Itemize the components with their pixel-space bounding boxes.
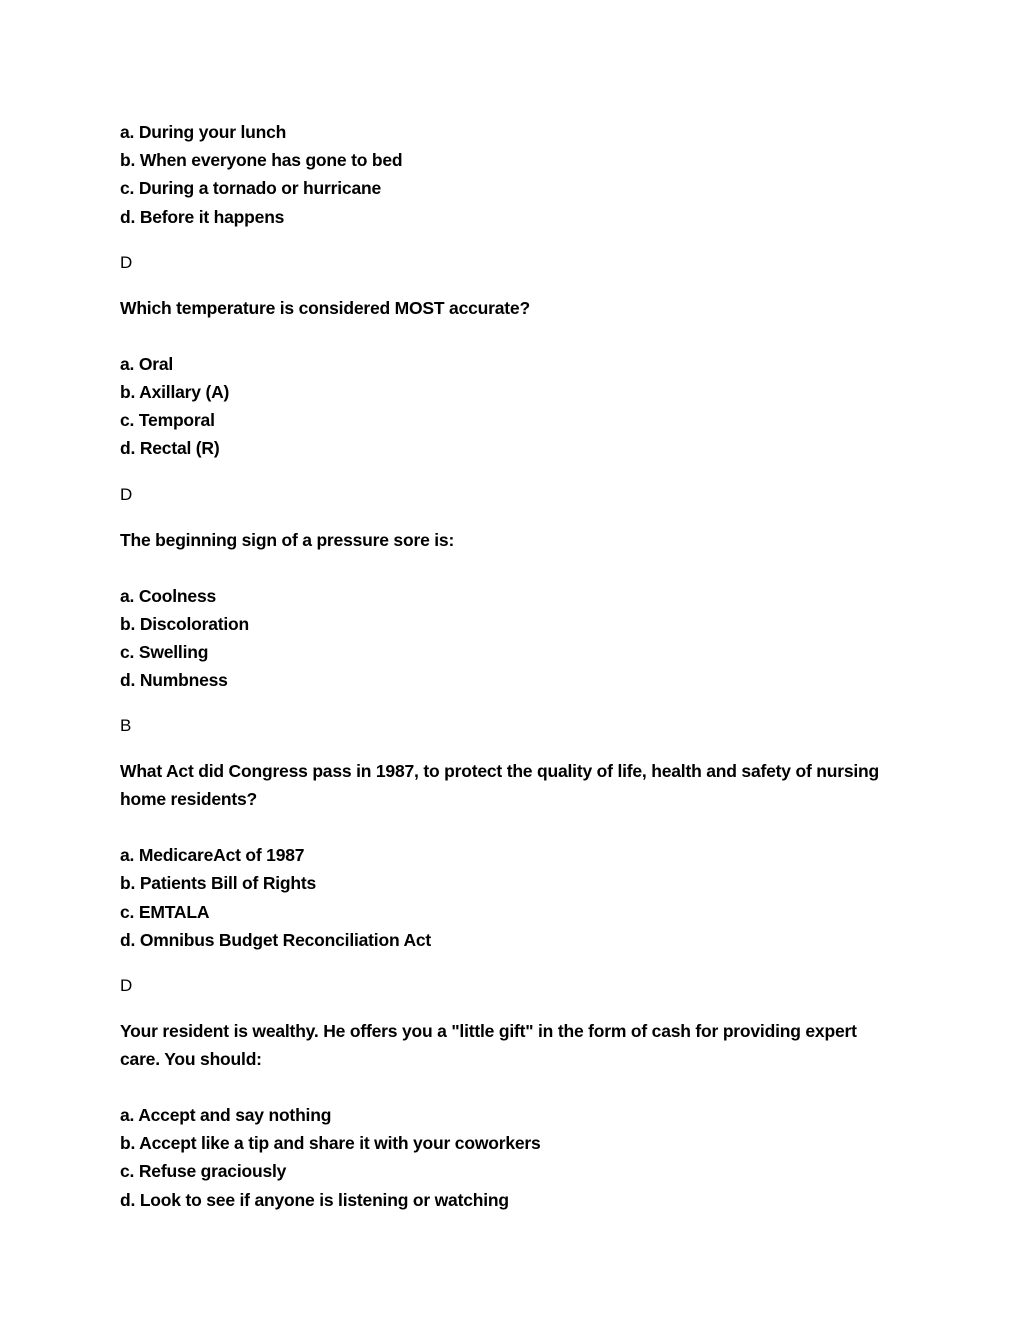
question-text: Your resident is wealthy. He offers you a "little gift" in the form of cash for providing expert care. You should: <box>120 1021 857 1069</box>
question-text: The beginning sign of a pressure sore is: <box>120 529 455 550</box>
question-block <box>120 118 900 273</box>
option-b: b. Patients Bill of Rights <box>120 873 317 894</box>
option-d: d. Look to see if anyone is listening or watching <box>120 1189 509 1210</box>
question-text: What Act did Congress pass in 1987, to protect the quality of life, health and safety of nursing home residents? <box>120 761 880 810</box>
option-a: a. Accept and say nothing <box>120 1105 332 1125</box>
option-list <box>120 582 900 695</box>
option-d: d. Before it happens <box>120 206 285 227</box>
option-b: b. Accept like a tip and share it with your coworkers <box>120 1133 541 1154</box>
option-a: a. Coolness <box>120 585 217 606</box>
option-b: b. Axillary (A) <box>120 381 230 402</box>
answer-key: B <box>120 716 132 736</box>
option-c: c. EMTALA <box>120 901 210 922</box>
option-b: b. Discoloration <box>120 613 250 634</box>
option-d: d. Rectal (R) <box>120 438 220 459</box>
question-block <box>120 526 900 737</box>
option-c: c. During a tornado or hurricane <box>120 178 381 199</box>
question-block <box>120 1017 900 1214</box>
option-a: a. During your lunch <box>120 122 287 142</box>
document-page <box>120 118 900 1214</box>
option-a: a. Oral <box>120 353 174 374</box>
option-list <box>120 350 900 463</box>
question-block <box>120 757 900 996</box>
question-block <box>120 294 900 505</box>
option-c: c. Temporal <box>120 410 215 431</box>
option-a: a. MedicareAct of 1987 <box>120 845 305 866</box>
option-d: d. Omnibus Budget Reconciliation Act <box>120 929 432 950</box>
option-list <box>120 841 900 954</box>
answer-key: D <box>120 252 133 272</box>
question-text: Which temperature is considered MOST accurate? <box>120 297 530 318</box>
answer-key: D <box>120 484 133 504</box>
option-c: c. Refuse graciously <box>120 1161 287 1182</box>
option-b: b. When everyone has gone to bed <box>120 150 403 171</box>
option-d: d. Numbness <box>120 670 228 691</box>
option-list <box>120 1101 900 1214</box>
answer-key: D <box>120 976 133 995</box>
option-c: c. Swelling <box>120 641 209 662</box>
option-list <box>120 118 900 231</box>
